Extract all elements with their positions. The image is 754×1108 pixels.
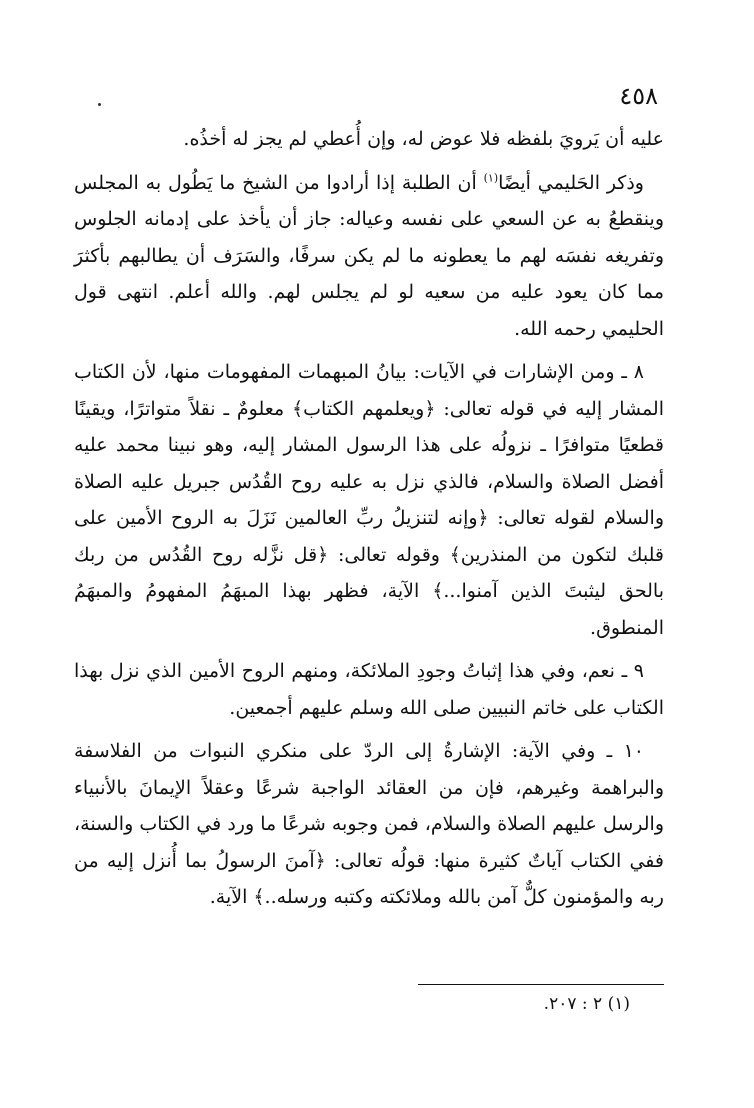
paragraph-1: عليه أن يَرويَ بلفظه فلا عوض له، وإن أُعطي لم يجز له أخذُه. — [183, 128, 664, 150]
body-text — [74, 121, 664, 923]
footnote-reference[interactable]: (١) — [483, 171, 499, 185]
paragraph-3: ٨ ـ ومن الإشارات في الآيات: بيانُ المبهمات المفهومات منها، لأن الكتاب المشار إليه في قوله تعالى: ﴿ويعلمهم الكتاب﴾ معلومٌ ـ نقلاً متواترًا، ويقينًا قطعيًا متوافرًا ـ نزولُه على هذا الرسول المشار إليه، وهو نبينا محمد عليه أفضل الصلاة والسلام، فالذي نزل به عليه روح القُدُس جبريل عليه الصلاة والسلام لقوله تعالى: ﴿وإنه لتنزيلُ ربِّ العالمين نَزَلَ به الروح الأمين على قلبك لتكون من المنذرين﴾ وقوله تعالى: ﴿قل نزَّله روح القُدُس من ربك بالحق ليثبتَ الذين آمنوا...﴾ الآية، فظهر بهذا المبهَمُ المفهومُ والمبهَمُ المنطوق. — [74, 361, 664, 639]
paragraph-2 — [74, 165, 664, 348]
paragraph-4: ٩ ـ نعم، وفي هذا إثباتُ وجودِ الملائكة، ومنهم الروح الأمين الذي نزل بهذا الكتاب على خاتم النبيين صلى الله وسلم عليهم أجمعين. — [74, 660, 664, 719]
paragraph-2-lead: وذكر الحَليمي أيضًا — [498, 171, 644, 194]
footnote-1: (١) ٢ : ٢٠٧. — [543, 994, 630, 1014]
page-number: ٤٥٨ — [619, 82, 658, 110]
footnote-divider — [418, 984, 664, 985]
print-speck — [98, 103, 101, 106]
paragraph-2-rest: أن الطلبة إذا أرادوا من الشيخ ما يَطُول به المجلس وينقطعُ به عن السعي على نفسه وعياله: جاز أن يأخذ على إدمانه الجلوس وتفريغه نفسَه لهم ما يعطونه ما لم يكن سرفًا، والسَرَف أن يطالبهم بأكثرَ مما كان يعود عليه من سعيه لو لم يجلس لهم. والله أعلم. انتهى قول الحليمي رحمه الله. — [74, 171, 664, 340]
paragraph-5: ١٠ ـ وفي الآية: الإشارةُ إلى الردّ على منكري النبوات من الفلاسفة والبراهمة وغيرهم، فإن من العقائد الواجبة شرعًا وعقلاً الإيمانَ بالأنبياء والرسل عليهم الصلاة والسلام، فمن وجوبه شرعًا ما ورد في الكتاب والسنة، ففي الكتاب آياتٌ كثيرة منها: قولُه تعالى: ﴿آمنَ الرسولُ بما أُنزل إليه من ربه والمؤمنون كلٌّ آمن بالله وملائكته وكتبه ورسله..﴾ الآية. — [74, 740, 664, 908]
